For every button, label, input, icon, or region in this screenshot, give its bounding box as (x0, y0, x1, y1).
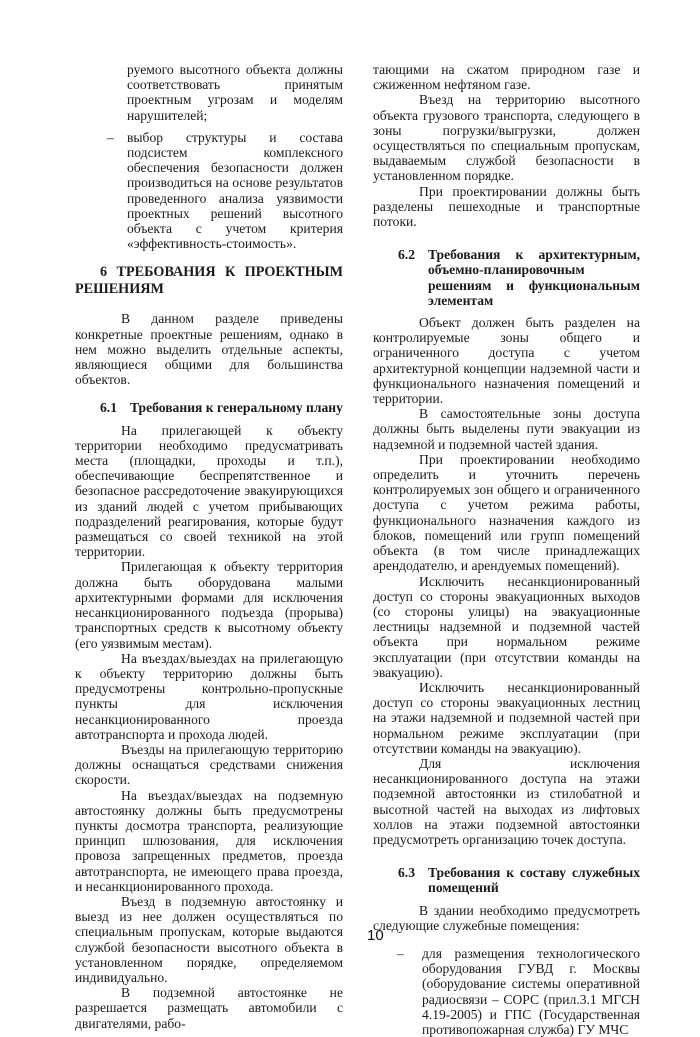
paragraph-continuation: тающими на сжатом природном газе и сжиженном нефтяном газе. (373, 62, 640, 93)
section-6-3-intro: В здании необходимо предусмотреть следующие служебные помещения: (373, 902, 640, 933)
left-column (75, 62, 343, 1031)
paragraph: На въездах/выездах на подземную автостоянку должны быть предусмотрены пункты досмотра транспорта, реализующие принцип шлюзования, для исключения провоза запрещенных предметов, проезда автотранспорта, не имеющего права проезда, и несанкционированного прохода. (75, 787, 343, 894)
paragraph: Исключить несанкционированный доступ со стороны эвакуационных выходов (со стороны улицы) на эвакуационные лестницы надземной и подземной частей объекта при нормальном режиме эксплуатации (при отсутствии команды на эвакуацию). (373, 573, 640, 680)
page-number: 10 (367, 927, 384, 944)
paragraph: В самостоятельные зоны доступа должны быть выделены пути эвакуации из надземной и подземной частей здания. (373, 406, 640, 452)
paragraph: Въезд на территорию высотного объекта грузового транспорта, следующего в зоны погрузки/выгрузки, должен осуществляться по специальным пропускам, выдаваемым службой безопасности в установленном порядке. (373, 92, 640, 184)
paragraph: Для исключения несанкционированного доступа на этажи подземной автостоянки из стилобатной и высотной частей на выходах из лифтовых холлов на этажи подземной автостоянки предусмотреть организацию точек доступа. (373, 755, 640, 847)
paragraph: При проектировании необходимо определить и уточнить перечень контролируемых зон общего и ограниченного доступа с учетом режима работы, функционального назначения каждого из блоков, помещений или групп помещений объекта (в том числе принадлежащих арендодателю, и арендуемых помещений). (373, 451, 640, 574)
section-number: 6.2 (398, 247, 415, 263)
dash-bullet-icon: – (107, 129, 114, 145)
section-number: 6.3 (398, 865, 415, 881)
section-6-intro: В данном разделе приведены конкретные проектные решениям, однако в нем можно выделить отдельные аспекты, являющиеся общими для большинства объектов. (75, 311, 343, 388)
section-6-2-heading (373, 247, 640, 308)
service-rooms-list (373, 946, 640, 1037)
paragraph: Въезды на прилегающую территорию должны оснащаться средствами снижения скорости. (75, 741, 343, 788)
list-item-text: для размещения технологического оборудования ГУВД г. Москвы (оборудование системы оперативной радиосвязи – СОРС (прил.3.1 МГСН 4.19-2005) и ГПС (Государственная противопожарная служба) ГУ МЧС (422, 945, 640, 1037)
dash-bullet-icon: – (397, 945, 404, 961)
paragraph: Исключить несанкционированный доступ со стороны эвакуационных лестниц на этажи надземной и подземной частей при нормальном режиме эксплуатации (при отсутствии команды на эвакуацию). (373, 679, 640, 756)
section-6-1-heading (75, 400, 343, 415)
paragraph: На въездах/выездах на прилегающую к объекту территорию должны быть предусмотрены контрольно-пропускные пункты для исключения несанкционированного проезда автотранспорта и прохода людей. (75, 650, 343, 742)
paragraph: Прилегающая к объекту территория должна быть оборудована малыми архитектурными формами для исключения несанкционированного подъезда (прорыва) транспортных средств к высотному объекту (его уязвимым местам). (75, 559, 343, 651)
section-title: Требования к составу служебных помещений (428, 865, 640, 896)
paragraph: Въезд в подземную автостоянку и выезд из нее должен осуществляться по специальным пропускам, которые выдаются службой безопасности высотного объекта в установленном порядке, определяемом индивидуально. (75, 893, 343, 985)
bullet-item-text: выбор структуры и состава подсистем комплексного обеспечения безопасности должен производиться на основе результатов проведенного анализа уязвимости проектных решений высотного объекта с учетом критерия «эффективность-стоимость». (127, 129, 343, 252)
section-6-heading: 6 ТРЕБОВАНИЯ К ПРОЕКТНЫМ РЕШЕНИЯМ (75, 264, 343, 298)
list-item (373, 946, 640, 1037)
paragraph: На прилегающей к объекту территории необходимо предусматривать места (площадки, проходы и т.п.), обеспечивающие беспрепятственное и безопасное рассредоточение эвакуирующихся из зданий людей с учетом прибывающих подразделений реагирования, которые будут размещаться со своей техникой на этой территории. (75, 422, 343, 560)
bullet-continuation: руемого высотного объекта должны соответствовать принятым проектным угрозам и моделям нарушителей; (127, 62, 343, 123)
section-title: Требования к архитектурным, объемно-планировочным решениям и функциональным элементам (428, 247, 640, 308)
paragraph: Объект должен быть разделен на контролируемые зоны общего и ограниченного доступа с учетом архитектурной концепции надземной части и функционального назначения помещений и территории. (373, 315, 640, 407)
section-6-3-heading (373, 865, 640, 895)
paragraph: В подземной автостоянке не разрешается размещать автомобили с двигателями, рабо- (75, 985, 343, 1031)
bullet-item (75, 130, 343, 252)
section-title: Требования к генеральному плану (130, 400, 343, 416)
right-column (373, 62, 640, 1037)
section-number: 6.1 (100, 400, 117, 416)
paragraph: При проектировании должны быть разделены пешеходные и транспортные потоки. (373, 183, 640, 230)
